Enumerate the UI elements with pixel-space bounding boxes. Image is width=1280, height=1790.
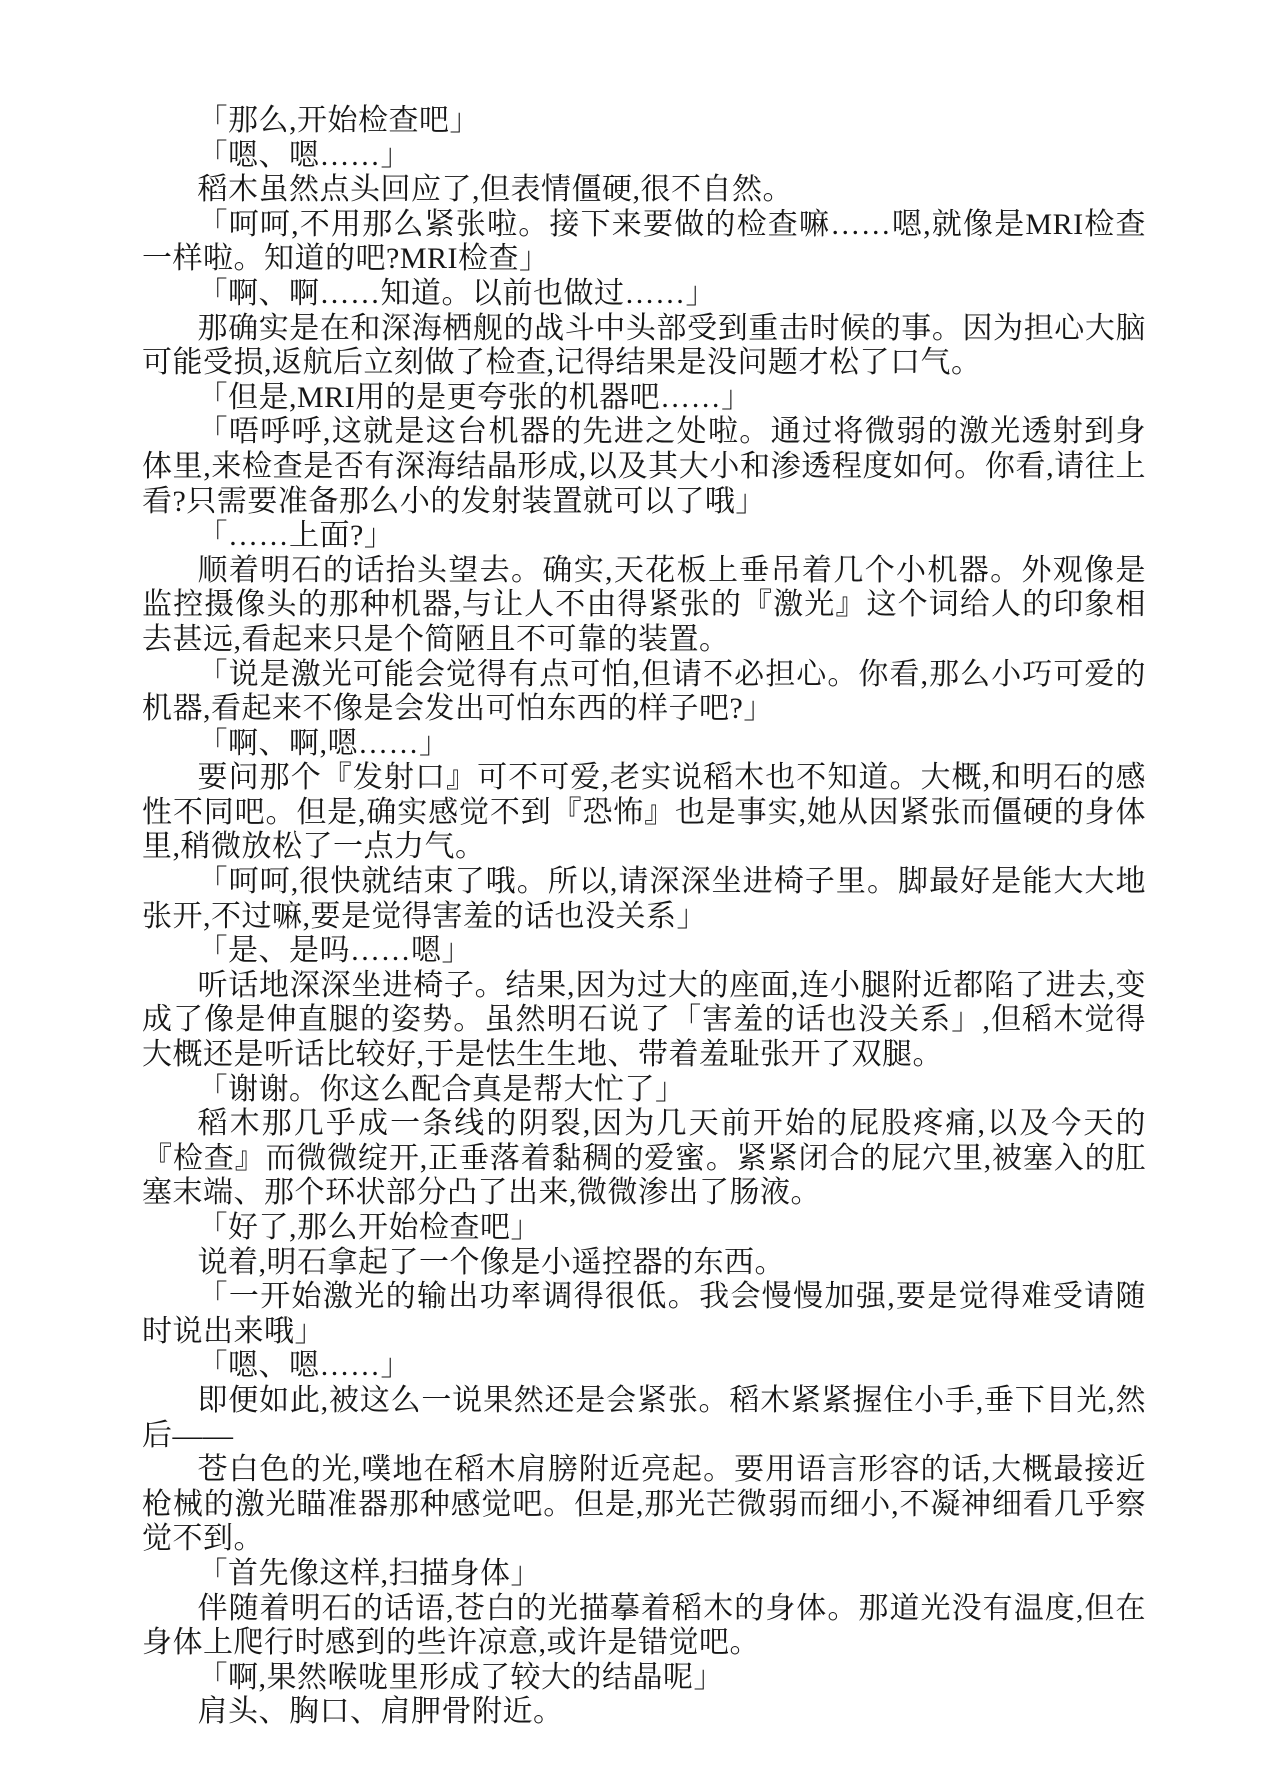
- paragraph: 「唔呼呼,这就是这台机器的先进之处啦。通过将微弱的激光透射到身体里,来检查是否有深海结晶形成,以及其大小和渗透程度如何。你看,请往上看?只需要准备那么小的发射装置就可以了哦」: [142, 415, 1146, 518]
- paragraph: 「呵呵,很快就结束了哦。所以,请深深坐进椅子里。脚最好是能大大地张开,不过嘛,要是觉得害羞的话也没关系」: [142, 865, 1146, 933]
- paragraph: 肩头、胸口、肩胛骨附近。: [197, 1695, 564, 1729]
- paragraph: 听话地深深坐进椅子。结果,因为过大的座面,连小腿附近都陷了进去,变成了像是伸直腿的姿势。虽然明石说了「害羞的话也没关系」,但稻木觉得大概还是听话比较好,于是怯生生地、带着羞耻张开了双腿。: [142, 968, 1146, 1072]
- paragraph: 「那么,开始检查吧」: [197, 104, 480, 137]
- paragraph-list: [142, 104, 1146, 1730]
- paragraph: 「啊、啊,嗯……」: [197, 726, 450, 760]
- paragraph: 「……上面?」: [197, 519, 395, 553]
- paragraph: 说着,明石拿起了一个像是小遥控器的东西。: [197, 1245, 785, 1279]
- paragraph: 「谢谢。你这么配合真是帮大忙了」: [197, 1072, 686, 1106]
- paragraph: 「一开始激光的输出功率调得很低。我会慢慢加强,要是觉得难受请随时说出来哦」: [142, 1280, 1146, 1348]
- paragraph: 伴随着明石的话语,苍白的光描摹着稻木的身体。那道光没有温度,但在身体上爬行时感到的些许凉意,或许是错觉吧。: [142, 1591, 1146, 1660]
- paragraph: 「说是激光可能会觉得有点可怕,但请不必担心。你看,那么小巧可爱的机器,看起来不像是会发出可怕东西的样子吧?」: [142, 657, 1146, 726]
- paragraph: 「啊,果然喉咙里形成了较大的结晶呢」: [197, 1660, 724, 1694]
- paragraph: 苍白色的光,噗地在稻木肩膀附近亮起。要用语言形容的话,大概最接近枪械的激光瞄准器那种感觉吧。但是,那光芒微弱而细小,不凝神细看几乎察觉不到。: [142, 1453, 1146, 1556]
- paragraph: 稻木那几乎成一条线的阴裂,因为几天前开始的屁股疼痛,以及今天的『检查』而微微绽开,正垂落着黏稠的爱蜜。紧紧闭合的屁穴里,被塞入的肛塞末端、那个环状部分凸了出来,微微渗出了肠液。: [142, 1107, 1146, 1210]
- paragraph: 「但是,MRI用的是更夸张的机器吧……」: [197, 380, 752, 414]
- paragraph: 即便如此,被这么一说果然还是会紧张。稻木紧紧握住小手,垂下目光,然后——: [142, 1383, 1146, 1452]
- paragraph: 「嗯、嗯……」: [197, 138, 411, 172]
- paragraph: 要问那个『发射口』可不可爱,老实说稻木也不知道。大概,和明石的感性不同吧。但是,确实感觉不到『恐怖』也是事实,她从因紧张而僵硬的身体里,稍微放松了一点力气。: [142, 761, 1146, 864]
- paragraph: 「呵呵,不用那么紧张啦。接下来要做的检查嘛……嗯,就像是MRI检查一样啦。知道的吧?MRI检查」: [142, 207, 1146, 276]
- paragraph: 「嗯、嗯……」: [197, 1349, 411, 1383]
- paragraph: 那确实是在和深海栖舰的战斗中头部受到重击时候的事。因为担心大脑可能受损,返航后立刻做了检查,记得结果是没问题才松了口气。: [142, 311, 1146, 380]
- paragraph: 稻木虽然点头回应了,但表情僵硬,很不自然。: [197, 173, 793, 207]
- paragraph: 「首先像这样,扫描身体」: [197, 1556, 541, 1590]
- paragraph: 「啊、啊……知道。以前也做过……」: [197, 276, 716, 310]
- paragraph: 「好了,那么开始检查吧」: [197, 1211, 541, 1244]
- paragraph: 顺着明石的话抬头望去。确实,天花板上垂吊着几个小机器。外观像是监控摄像头的那种机器,与让人不由得紧张的『激光』这个词给人的印象相去甚远,看起来只是个简陋且不可靠的装置。: [142, 553, 1146, 656]
- paragraph: 「是、是吗……嗯」: [197, 934, 472, 968]
